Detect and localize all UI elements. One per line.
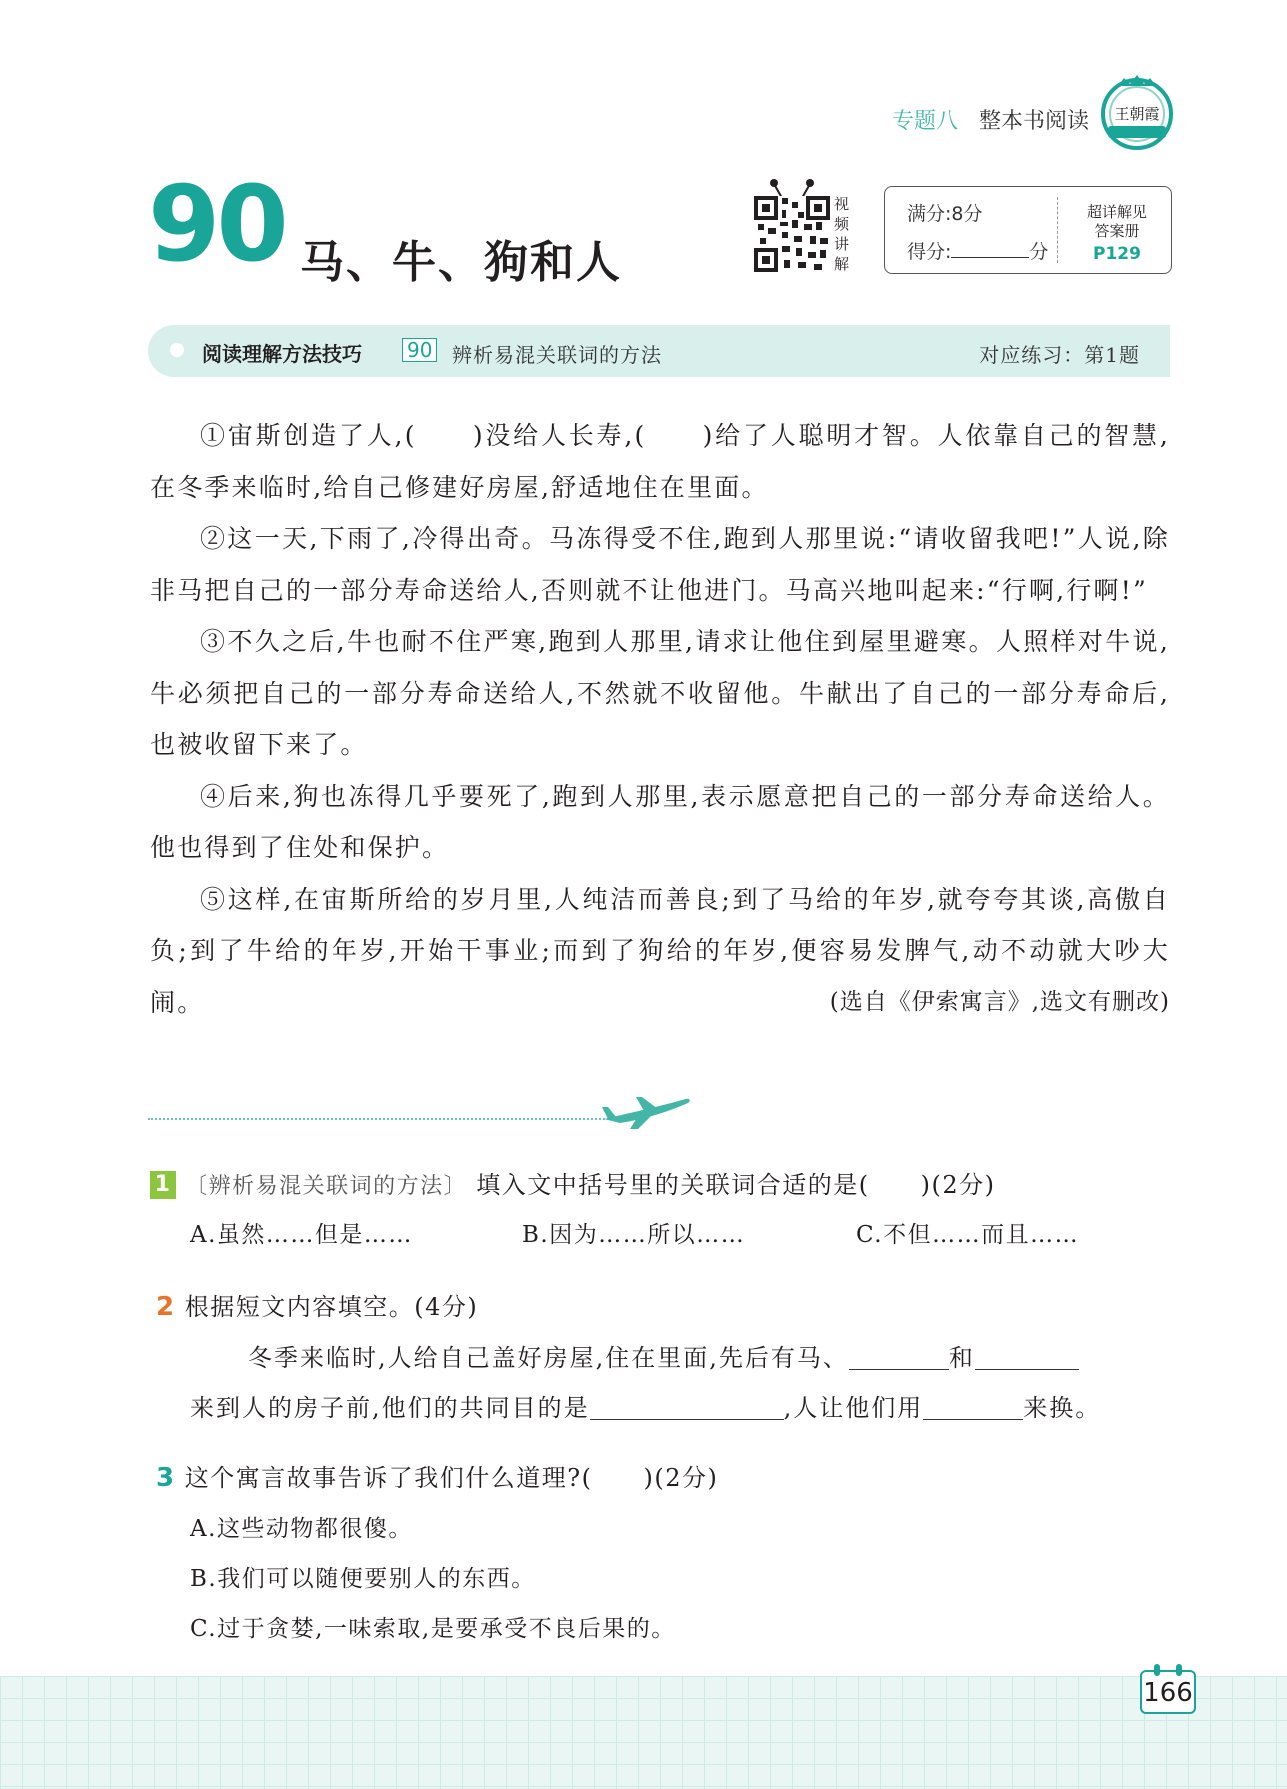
question-number: 3 xyxy=(156,1463,176,1493)
score-blank[interactable] xyxy=(951,242,1029,258)
paragraph: ④后来,狗也冻得几乎要死了,跑到人那里,表示愿意把自己的一部分寿命送给人。他也得到了住处和保护。 xyxy=(150,781,1170,862)
score-divider xyxy=(1057,197,1058,263)
reading-passage xyxy=(150,410,1170,1028)
skill-number: 90 xyxy=(402,338,437,362)
q3-option-b[interactable]: B.我们可以随便要别人的东西。 xyxy=(190,1566,536,1592)
q1-option-b[interactable]: B.因为……所以…… xyxy=(522,1222,746,1248)
question-number: 1 xyxy=(150,1171,176,1199)
question-3 xyxy=(156,1458,718,1493)
passage-source: (选自《伊索寓言》,选文有删改) xyxy=(829,988,1170,1015)
airplane-icon xyxy=(600,1093,692,1133)
question-2 xyxy=(156,1287,478,1322)
q2-line-1 xyxy=(248,1338,1079,1373)
q3-option-c[interactable]: C.过于贪婪,一味索取,是要承受不良后果的。 xyxy=(190,1616,676,1642)
answer-page: P129 xyxy=(1093,244,1141,264)
skill-band xyxy=(148,325,1170,377)
skill-label: 阅读理解方法技巧 xyxy=(202,342,362,366)
skill-method: 辨析易混关联词的方法 xyxy=(452,343,662,367)
q1-option-c[interactable]: C.不但……而且…… xyxy=(856,1222,1080,1248)
score-unit: 分 xyxy=(1029,241,1049,263)
section-subtitle: 整本书阅读 xyxy=(978,109,1089,134)
dotted-divider xyxy=(148,1118,620,1120)
question-1 xyxy=(150,1165,996,1200)
question-tag: 〔辨析易混关联词的方法〕 xyxy=(185,1174,468,1199)
question-number: 2 xyxy=(156,1292,176,1322)
score-field[interactable] xyxy=(907,237,1048,264)
q2-blank-4[interactable] xyxy=(923,1398,1023,1420)
question-text: 填入文中括号里的关联词合适的是( )(2分) xyxy=(476,1171,996,1199)
svg-text:王朝霞: 王朝霞 xyxy=(1114,105,1160,123)
paragraph: ②这一天,下雨了,冷得出奇。马冻得受不住,跑到人那里说:“请收留我吧!”人说,除非马把自己的一部分寿命送给人,否则就不让他进门。马高兴地叫起来:“行啊,行啊!” xyxy=(150,524,1170,605)
question-text: 根据短文内容填空。(4分) xyxy=(184,1293,479,1321)
q2-blank-1[interactable] xyxy=(849,1348,949,1370)
q3-option-a[interactable]: A.这些动物都很傻。 xyxy=(190,1516,413,1542)
q1-option-a[interactable]: A.虽然……但是…… xyxy=(190,1222,413,1248)
brand-logo xyxy=(1098,72,1176,154)
score-label: 得分: xyxy=(907,241,952,263)
full-score: 满分:8分 xyxy=(907,203,983,225)
bullet-icon xyxy=(170,343,184,357)
answer-reference xyxy=(1065,203,1169,241)
q2-blank-2[interactable] xyxy=(975,1348,1079,1370)
q2-blank-3[interactable] xyxy=(590,1398,784,1420)
paragraph: ⑤这样,在宙斯所给的岁月里,人纯洁而善良;到了马给的年岁,就夸夸其谈,高傲自负;到了牛给的年岁,开始干事业;而到了狗给的年岁,便容易发脾气,动不动就大吵大闹。 xyxy=(150,884,1170,1017)
paragraph: ①宙斯创造了人,( )没给人长寿,( )给了人聪明才智。人依靠自己的智慧,在冬季来临时,给自己修建好房屋,舒适地住在里面。 xyxy=(150,421,1170,502)
paragraph: ③不久之后,牛也耐不住严寒,跑到人那里,请求让他住到屋里避寒。人照样对牛说,牛必须把自己的一部分寿命送给人,不然就不收留他。牛献出了自己的一部分寿命后,也被收留下来了。 xyxy=(150,627,1170,759)
section-header xyxy=(892,104,1089,135)
footer-grid xyxy=(0,1676,1287,1789)
practice-reference: 对应练习：第1题 xyxy=(979,343,1140,367)
q2-text: 冬季来临时,人给自己盖好房屋,住在里面,先后有马、 xyxy=(248,1344,849,1372)
q2-line-2 xyxy=(190,1388,1101,1423)
page-number: 166 xyxy=(1140,1670,1196,1714)
q2-text: ,人让他们用 xyxy=(783,1394,924,1422)
lesson-number: 90 xyxy=(148,163,285,285)
topic-label: 专题八 xyxy=(891,109,958,134)
lesson-title: 马、牛、狗和人 xyxy=(300,237,622,288)
qr-video-label: 视频讲解 xyxy=(834,195,850,273)
score-box xyxy=(884,186,1172,274)
answer-reference-line2: 答案册 xyxy=(1094,222,1140,240)
answer-reference-line1: 超详解见 xyxy=(1086,203,1147,221)
q2-text: 来换。 xyxy=(1023,1394,1102,1422)
q2-text: 来到人的房子前,他们的共同目的是 xyxy=(190,1394,590,1422)
question-text: 这个寓言故事告诉了我们什么道理?( )(2分) xyxy=(184,1464,719,1492)
q2-text: 和 xyxy=(948,1344,975,1372)
qr-code-icon[interactable] xyxy=(752,176,832,276)
